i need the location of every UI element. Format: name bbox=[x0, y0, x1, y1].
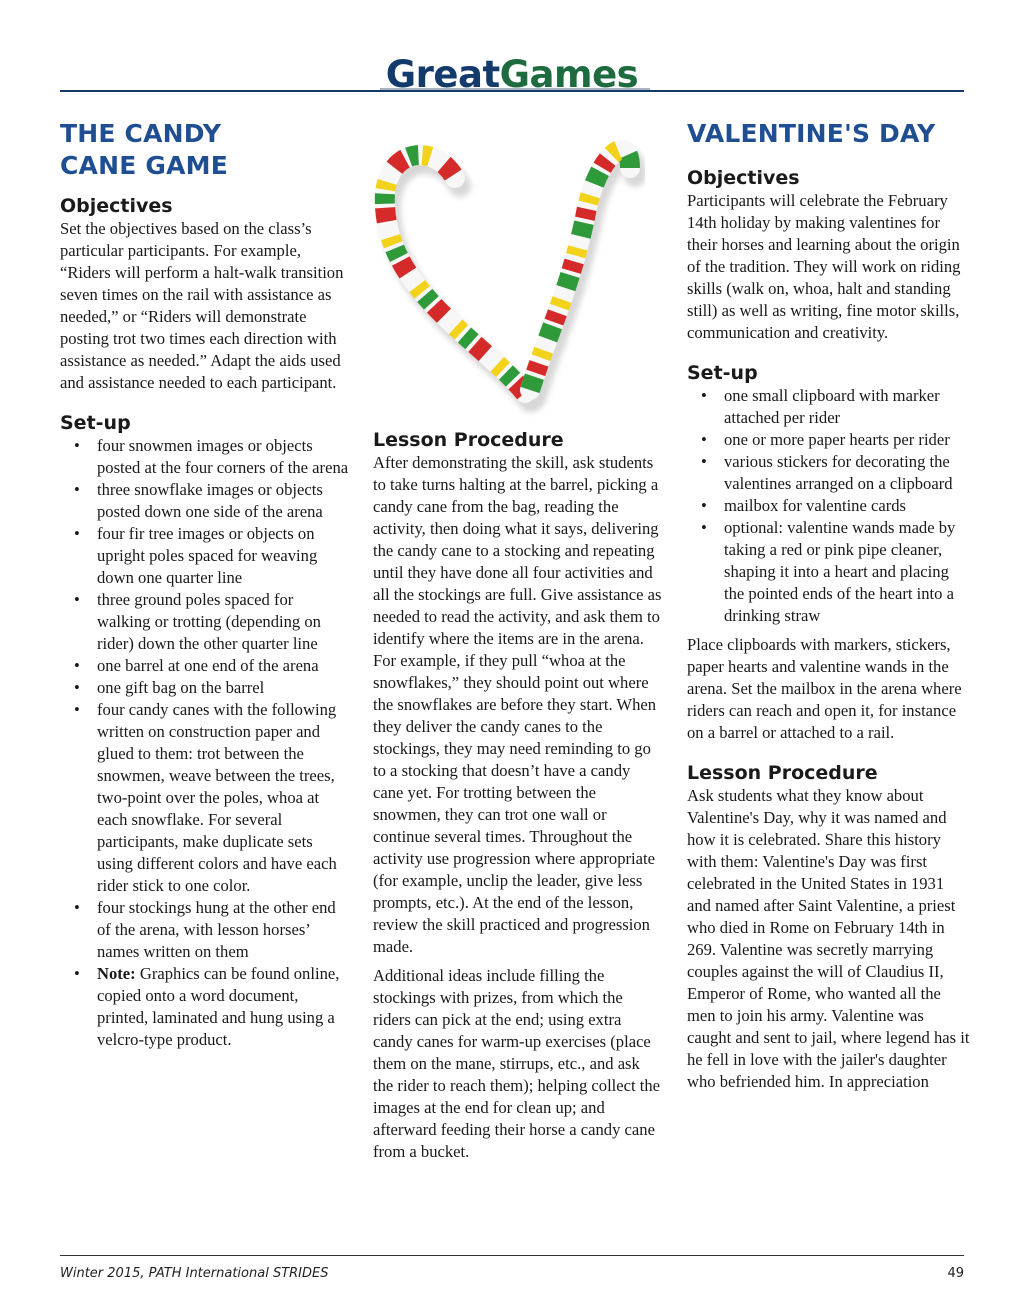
list-item: • one or more paper hearts per rider bbox=[687, 429, 972, 451]
valentine-objectives-heading: Objectives bbox=[687, 167, 800, 189]
list-item: • optional: valentine wands made by taking a red or pink pipe cleaner, shaping it into a heart and placing the pointed ends of the heart into a drinking straw bbox=[687, 517, 972, 627]
valentine-title: VALENTINE'S DAY bbox=[687, 119, 936, 148]
note-label: Note: bbox=[97, 964, 136, 983]
list-item: • various stickers for decorating the valentines arranged on a clipboard bbox=[687, 451, 972, 495]
list-item: • four stockings hung at the other end of the arena, with lesson horses’ names written on them bbox=[60, 897, 350, 963]
candy-objectives-text: Set the objectives based on the class’s particular participants. For example, “Riders will perform a halt-walk transition seven times on the rail with assistance as needed,” or “Riders will demonstrate posting trot two times each direction with assistance as needed.” Adapt the aids used and assistance needed to each participant. bbox=[60, 219, 344, 392]
candy-lesson-paragraph-2: Additional ideas include filling the stockings with prizes, from which the riders can pick at the end; using extra candy canes for warm-up exercises (place them on the mane, stirrups, etc., and ask the rider to reach them); helping collect the images at the end for clean up; and afterward feeding their horse a candy cane from a bucket. bbox=[373, 966, 661, 1161]
valentine-column bbox=[687, 118, 972, 1093]
candy-cane-column bbox=[60, 118, 350, 1051]
valentine-setup-list bbox=[687, 385, 972, 627]
footer-rule bbox=[60, 1255, 964, 1256]
valentine-setup-heading: Set-up bbox=[687, 362, 758, 384]
candy-cane-heart-icon bbox=[360, 98, 660, 418]
candy-objectives-heading: Objectives bbox=[60, 195, 173, 217]
title-games: Games bbox=[499, 53, 639, 96]
valentine-lesson-text: Ask students what they know about Valentine's Day, why it was named and how it is celebrated. Share this history with them: Valentine's Day was first celebrated in the United States in 1931 and named after Saint Valentine, a priest who died in Rome on February 14th in 269. Valentine was secretly marrying couples against the will of Claudius II, Emperor of Rome, who wanted all the men to join his army. Valentine was caught and sent to jail, where legend has it he fell in love with the jailer's daughter who befriended him. In appreciation bbox=[687, 786, 970, 1091]
valentine-setup-text: Place clipboards with markers, stickers, paper hearts and valentine wands in the arena. Set the mailbox in the arena where riders can reach and open it, for instance on a barrel or attached to a rail. bbox=[687, 635, 962, 742]
candy-setup-list bbox=[60, 435, 350, 1051]
page-title bbox=[0, 52, 1024, 98]
candy-lesson-paragraph-1: After demonstrating the skill, ask students to take turns halting at the barrel, picking a candy cane from the bag, reading the activity, then doing what it says, delivering the candy cane to a stocking and repeating until they have done all four activities and all the stockings are full. Give assistance as needed to read the activity, and ask them to identify where the items are in the arena. For example, if they pull “whoa at the snowflakes,” they should point out where the snowflakes are before they start. When they deliver the candy canes to the stockings, they may need reminding to go to a stocking that doesn’t have a candy cane yet. For trotting between the snowmen, they can trot one wall or continue several times. Throughout the activity use progression where appropriate (for example, unclip the leader, give less prompts, etc.). At the end of the lesson, review the skill practiced and progression made. bbox=[373, 453, 662, 956]
list-item: • mailbox for valentine cards bbox=[687, 495, 972, 517]
valentine-objectives-text: Participants will celebrate the February 14th holiday by making valentines for their horses and learning about the origin of the tradition. They will work on riding skills (walk on, whoa, halt and standing still) as well as writing, fine motor skills, communication and creativity. bbox=[687, 191, 961, 342]
list-item: • four candy canes with the following written on construction paper and glued to them: trot between the snowmen, weave between the trees, two-point over the poles, whoa at each snowflake. For several participants, make duplicate sets using different colors and have each rider stick to one color. bbox=[60, 699, 350, 897]
valentine-lesson-heading: Lesson Procedure bbox=[687, 762, 878, 784]
list-item: • one gift bag on the barrel bbox=[60, 677, 350, 699]
note-text: Graphics can be found online, copied onto a word document, printed, laminated and hung using a velcro-type product. bbox=[97, 964, 340, 1049]
list-item: • three ground poles spaced for walking or trotting (depending on rider) down the other quarter line bbox=[60, 589, 350, 655]
list-item-note bbox=[60, 963, 350, 1051]
list-item: • four snowmen images or objects posted at the four corners of the arena bbox=[60, 435, 350, 479]
title-great: Great bbox=[385, 53, 500, 96]
lesson-procedure-column bbox=[373, 428, 663, 1163]
footer-publication: Winter 2015, PATH International STRIDES bbox=[60, 1266, 329, 1281]
candy-cane-title: THE CANDY CANE GAME bbox=[60, 119, 229, 180]
list-item: • three snowflake images or objects posted down one side of the arena bbox=[60, 479, 350, 523]
candy-lesson-heading: Lesson Procedure bbox=[373, 429, 564, 451]
list-item: • four fir tree images or objects on upright poles spaced for weaving down one quarter line bbox=[60, 523, 350, 589]
page-number: 49 bbox=[947, 1266, 964, 1281]
candy-setup-heading: Set-up bbox=[60, 412, 131, 434]
list-item: • one barrel at one end of the arena bbox=[60, 655, 350, 677]
list-item: • one small clipboard with marker attached per rider bbox=[687, 385, 972, 429]
